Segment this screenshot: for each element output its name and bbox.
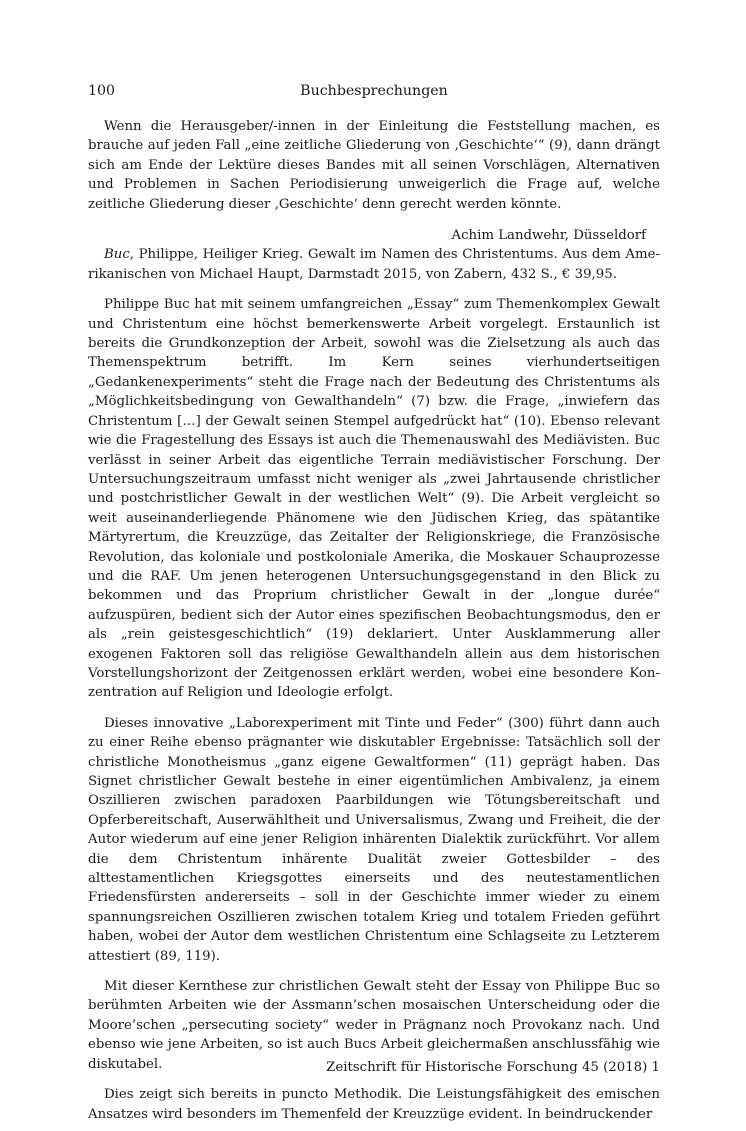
page-number: 100 [88, 83, 116, 99]
section-title: Buchbesprechungen [300, 83, 448, 99]
review2-paragraph-1: Philippe Buc hat mit seinem umfangreichen „Essay“ zum Themenkomplex Gewalt und Christentum eine höchst bemerkenswerte Arbeit vorgelegt. Erstaunlich ist bereits die Grundkonzeption der Arbeit, sowohl was die Zielsetzung als auch das Themenspektrum betrifft. Im Kern seines vierhundertseitigen „Gedankenexperiments“ steht die Frage nach der Bedeutung des Christentums als „Möglichkeitsbedingung von Gewalthandeln“ (7) bzw. die Frage, „inwiefern das Christentum […] der Gewalt seinen Stempel aufgedrückt hat“ (10). Ebenso relevant wie die Fragestellung des Essays ist auch die Themenauswahl des Mediävisten. Buc verlässt in seiner Arbeit das eigentliche Terrain mediävistischer Forschung. Der Untersuchungszeitraum umfasst nicht weniger als „zwei Jahrtausende christlicher und postchristlicher Gewalt in der westlichen Welt“ (9). Die Arbeit vergleicht so weit auseinanderliegende Phänomene wie den Jüdischen Krieg, das spätantike Märtyrertum, die Kreuzzüge, das Zeitalter der Religionskriege, die Französische Revolution, das koloniale und postkoloniale Amerika, die Moskauer Schauprozesse und die RAF. Um jenen heterogenen Untersuchungsgegenstand in den Blick zu bekommen und das Proprium christlicher Gewalt in der „longue durée“ aufzuspüren, bedient sich der Autor eines spezifischen Beobachtungsmodus, den er als „rein geistesgeschichtlich“ (19) deklariert. Unter Ausklammerung aller exogenen Faktoren soll das religiöse Gewalthandeln allein aus dem historischen Vorstellungshorizont der Zeitgenossen erklärt werden, wobei eine besondere Konzentration auf Religion und Ideologie erfolgt. [88, 297, 660, 701]
review2-paragraph-4: Dies zeigt sich bereits in puncto Methodik. Die Leistungsfähigkeit des emischen Ansatzes wird besonders im Themenfeld der Kreuzzüge evident. In beindruckender [88, 1087, 660, 1122]
book-citation [88, 245, 660, 284]
page-content [88, 117, 660, 1124]
review1-closing-paragraph: Wenn die Herausgeber/-innen in der Einleitung die Feststellung machen, es brauche auf jeden Fall „eine zeitliche Gliederung von ‚Geschichte‘“ (9), dann drängt sich am Ende der Lektüre dieses Bandes mit all seinen Vorschlägen, Alternativen und Problemen in Sachen Periodisierung unweigerlich die Frage auf, welche zeitliche Gliederung dieser ‚Geschichte‘ denn gerecht werden könnte. [88, 119, 660, 212]
book-citation-details: , Philippe, Heiliger Krieg. Gewalt im Namen des Christentums. Aus dem Amerikanischen von Michael Haupt, Darmstadt 2015, von Zabern, 432 S., € 39,95. [88, 247, 660, 282]
review2-paragraph-3: Mit dieser Kernthese zur christlichen Gewalt steht der Essay von Philippe Buc so berühmten Arbeiten wie der Assmann’schen mosaischen Unterscheidung oder die Moore’schen „persecuting society“ weder in Prägnanz noch Provokanz nach. Und ebenso wie jene Arbeiten, so ist auch Bucs Arbeit gleichermaßen anschlussfähig wie diskutabel. [88, 979, 660, 1072]
journal-footer: Zeitschrift für Historische Forschung 45 (2018) 1 [326, 1060, 660, 1075]
page [88, 80, 660, 1124]
running-head [88, 80, 660, 102]
book-author: Buc [104, 247, 130, 263]
reviewer-signature: Achim Landwehr, Düsseldorf [451, 228, 646, 244]
review2-paragraph-2: Dieses innovative „Laborexperiment mit Tinte und Feder“ (300) führt dann auch zu einer Reihe ebenso prägnanter wie diskutabler Ergebnisse: Tatsächlich soll der christliche Monotheismus „ganz eigene Gewaltformen“ (11) geprägt haben. Das Signet christlicher Gewalt bestehe in einer eigentümlichen Ambivalenz, ja einem Oszillieren zwischen paradoxen Paarbildungen wie Tötungsbereitschaft und Opferbereitschaft, Auserwähltheit und Universalismus, Zwang und Freiheit, die der Autor wiederum auf eine jener Religion inhärenten Dialektik zurückführt. Vor allem die dem Christentum inhärente Dualität zweier Gottesbilder – des alttestamentlichen Kriegsgottes einerseits und des neutestamentlichen Friedensfürsten andererseits – soll in der Geschichte immer wieder zu einem spannungsreichen Oszillieren zwischen totalem Krieg und totalem Frieden geführt haben, wobei der Autor dem westlichen Christentum eine Schlagseite zu Letzterem attestiert (89, 119). [88, 715, 660, 964]
